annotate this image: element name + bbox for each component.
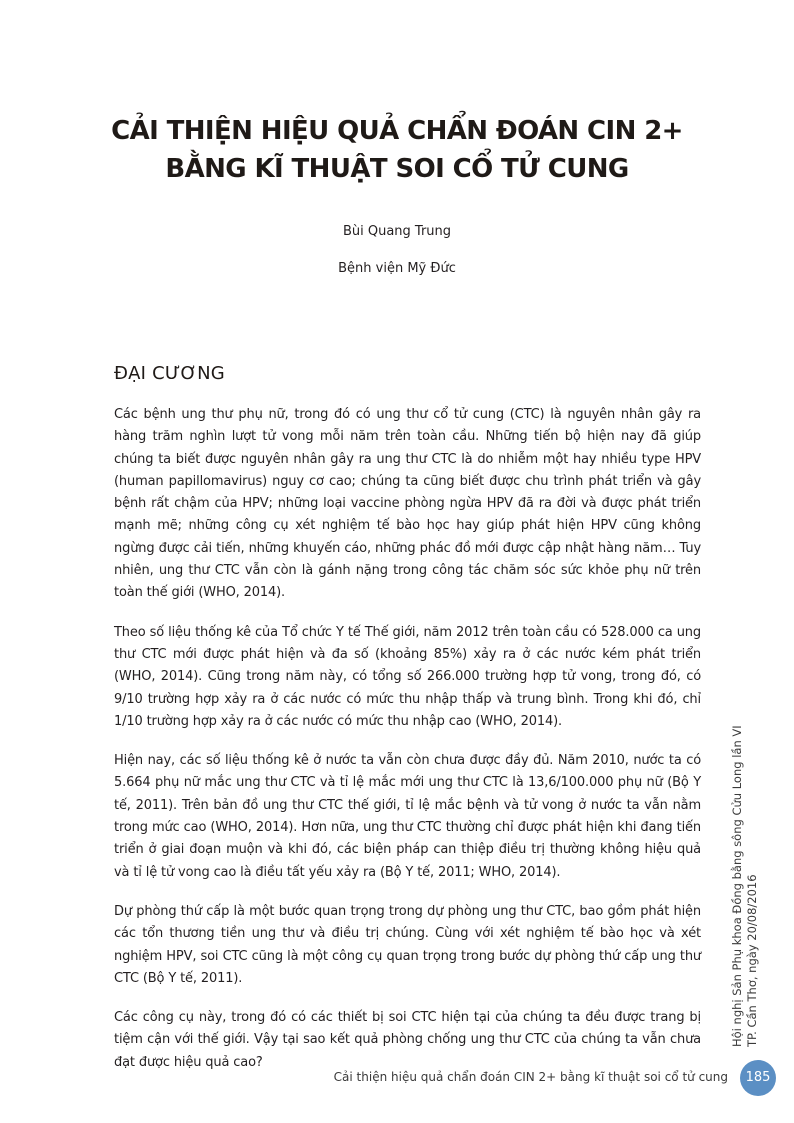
page-number-badge: 185	[740, 1060, 776, 1096]
conference-side-note	[730, 725, 760, 1047]
paragraph: Dự phòng thứ cấp là một bước quan trọng trong dự phòng ung thư CTC, bao gồm phát hiện các tổn thương tiền ung thư và điều trị chúng. Cùng với xét nghiệm tế bào học và xét nghiệm HPV, soi CTC cũng là một công cụ quan trọng trong bước dự phòng thứ cấp ung thư CTC (Bộ Y tế, 2011).	[114, 903, 701, 986]
paragraph: Hiện nay, các số liệu thống kê ở nước ta vẫn còn chưa được đầy đủ. Năm 2010, nước ta có 5.664 phụ nữ mắc ung thư CTC và tỉ lệ mắc mới ung thư CTC là 13,6/100.000 phụ nữ (Bộ Y tế, 2011). Trên bản đồ ung thư CTC thế giới, tỉ lệ mắc bệnh và tử vong ở nước ta vẫn nằm trong mức cao (WHO, 2014). Hơn nữa, ung thư CTC thường chỉ được phát hiện khi đang tiến triển ở giai đoạn muộn và khi đó, các biện pháp can thiệp điều trị thường không hiệu quả và tỉ lệ tử vong cao là điều tất yếu xảy ra (Bộ Y tế, 2011; WHO, 2014).	[114, 753, 701, 880]
conference-name: Hội nghị Sản Phụ khoa Đồng bằng sông Cửu Long lần VI	[730, 725, 744, 1047]
section-heading: ĐẠI CƯƠNG	[114, 363, 225, 384]
paragraph: Theo số liệu thống kê của Tổ chức Y tế Thế giới, năm 2012 trên toàn cầu có 528.000 ca ung thư CTC mới được phát hiện và đa số (khoảng 85%) xảy ra ở các nước kém phát triển (WHO, 2014). Cũng trong năm này, có tổng số 266.000 trường hợp tử vong, trong đó, có 9/10 trường hợp xảy ra ở các nước có mức thu nhập thấp và trung bình. Trong khi đó, chỉ 1/10 trường hợp xảy ra ở các nước có mức thu nhập cao (WHO, 2014).	[114, 624, 701, 729]
running-footer-title: Cải thiện hiệu quả chẩn đoán CIN 2+ bằng kĩ thuật soi cổ tử cung	[333, 1070, 728, 1084]
paragraph: Các bệnh ung thư phụ nữ, trong đó có ung thư cổ tử cung (CTC) là nguyên nhân gây ra hàng trăm nghìn lượt tử vong mỗi năm trên toàn cầu. Những tiến bộ hiện nay đã giúp chúng ta biết được nguyên nhân gây ra ung thư CTC là do nhiễm một hay nhiều type HPV (human papillomavirus) nguy cơ cao; chúng ta cũng biết được chu trình phát triển và gây bệnh rất chậm của HPV; những loại vaccine phòng ngừa HPV đã ra đời và được phát triển mạnh mẽ; những công cụ xét nghiệm tế bào học hay giúp phát hiện HPV cũng không ngừng được cải tiến, những khuyến cáo, những phác đồ mới được cập nhật hàng năm… Tuy nhiên, ung thư CTC vẫn còn là gánh nặng trong công tác chăm sóc sức khỏe phụ nữ trên toàn thế giới (WHO, 2014).	[114, 407, 701, 601]
title-line-1: CẢI THIỆN HIỆU QUẢ CHẨN ĐOÁN CIN 2+	[111, 116, 683, 146]
document-title	[0, 112, 794, 188]
conference-date: TP. Cần Thơ, ngày 20/08/2016	[745, 874, 759, 1047]
author-affiliation: Bệnh viện Mỹ Đức	[338, 261, 456, 276]
paragraph: Các công cụ này, trong đó có các thiết bị soi CTC hiện tại của chúng ta đều được trang bị tiệm cận với thế giới. Vậy tại sao kết quả phòng chống ung thư CTC của chúng ta vẫn chưa đạt được hiệu quả cao?	[114, 1010, 701, 1070]
body-text	[114, 404, 701, 1091]
author-name: Bùi Quang Trung	[342, 224, 452, 239]
title-line-2: BẰNG KĨ THUẬT SOI CỔ TỬ CUNG	[165, 154, 629, 184]
